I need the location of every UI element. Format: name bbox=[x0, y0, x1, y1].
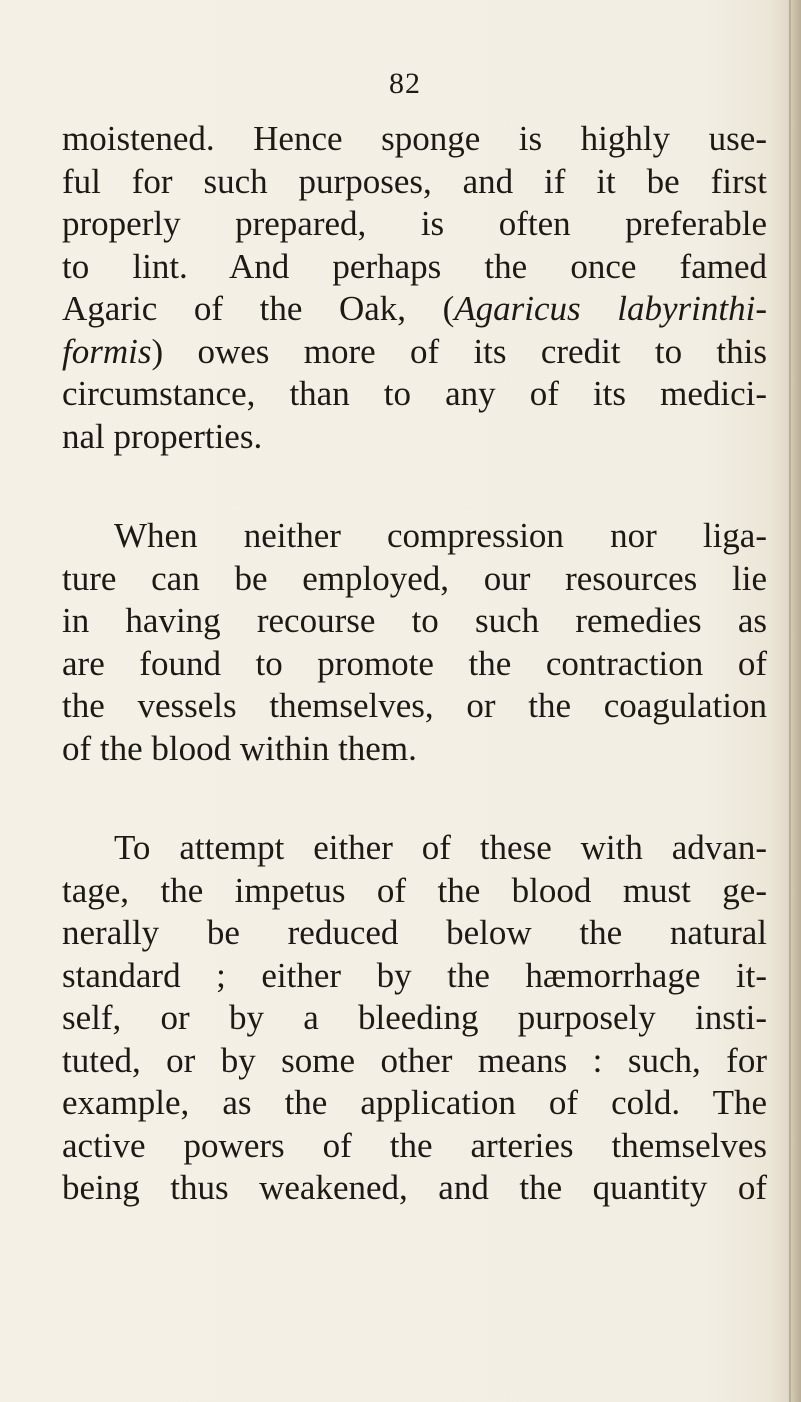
text-line: example, as the application of cold. The bbox=[62, 1083, 767, 1122]
body-text bbox=[62, 118, 782, 1210]
italic-species-name: Agaricus labyrinthi- bbox=[454, 289, 767, 328]
text-line: standard ; either by the hæmorrhage it- bbox=[62, 955, 767, 995]
italic-species-name: formis bbox=[62, 331, 152, 371]
text-segment: ) owes more of its credit to this bbox=[151, 331, 767, 371]
text-line: When neither compression nor liga- bbox=[114, 516, 767, 555]
page-number: 82 bbox=[389, 67, 421, 100]
text-line: circumstance, than to any of its medici- bbox=[62, 374, 767, 413]
text-line: ture can be employed, our resources lie bbox=[62, 558, 767, 598]
text-line: the vessels themselves, or the coagulation bbox=[62, 686, 767, 725]
text-line: tuted, or by some other means : such, for bbox=[62, 1040, 767, 1080]
text-segment: Agaric of the Oak, ( bbox=[62, 289, 455, 328]
text-line: being thus weakened, and the quantity of bbox=[62, 1168, 767, 1207]
text-line bbox=[62, 331, 767, 374]
paragraph-2 bbox=[62, 515, 782, 770]
text-line: tage, the impetus of the blood must ge- bbox=[62, 870, 767, 910]
paragraph-gap bbox=[62, 770, 782, 827]
text-line: to lint. And perhaps the once famed bbox=[62, 246, 767, 286]
text-line: moistened. Hence sponge is highly use- bbox=[62, 119, 767, 158]
text-line: nerally be reduced below the natural bbox=[62, 913, 767, 952]
paragraph-gap bbox=[62, 458, 782, 515]
text-line: of the blood within them. bbox=[62, 728, 417, 768]
text-line: in having recourse to such remedies as bbox=[62, 601, 767, 640]
paragraph-1 bbox=[62, 118, 782, 458]
text-line: ful for such purposes, and if it be first bbox=[62, 161, 767, 201]
text-line: self, or by a bleeding purposely insti- bbox=[62, 998, 767, 1037]
text-line: are found to promote the contraction of bbox=[62, 643, 767, 683]
text-line: nal properties. bbox=[62, 416, 263, 456]
text-line: active powers of the arteries themselves bbox=[62, 1125, 767, 1165]
text-line bbox=[62, 288, 767, 331]
text-line: properly prepared, is often preferable bbox=[62, 204, 767, 243]
paragraph-3 bbox=[62, 827, 782, 1210]
page-edge-line bbox=[789, 0, 791, 1402]
text-line: To attempt either of these with advan- bbox=[114, 828, 767, 867]
